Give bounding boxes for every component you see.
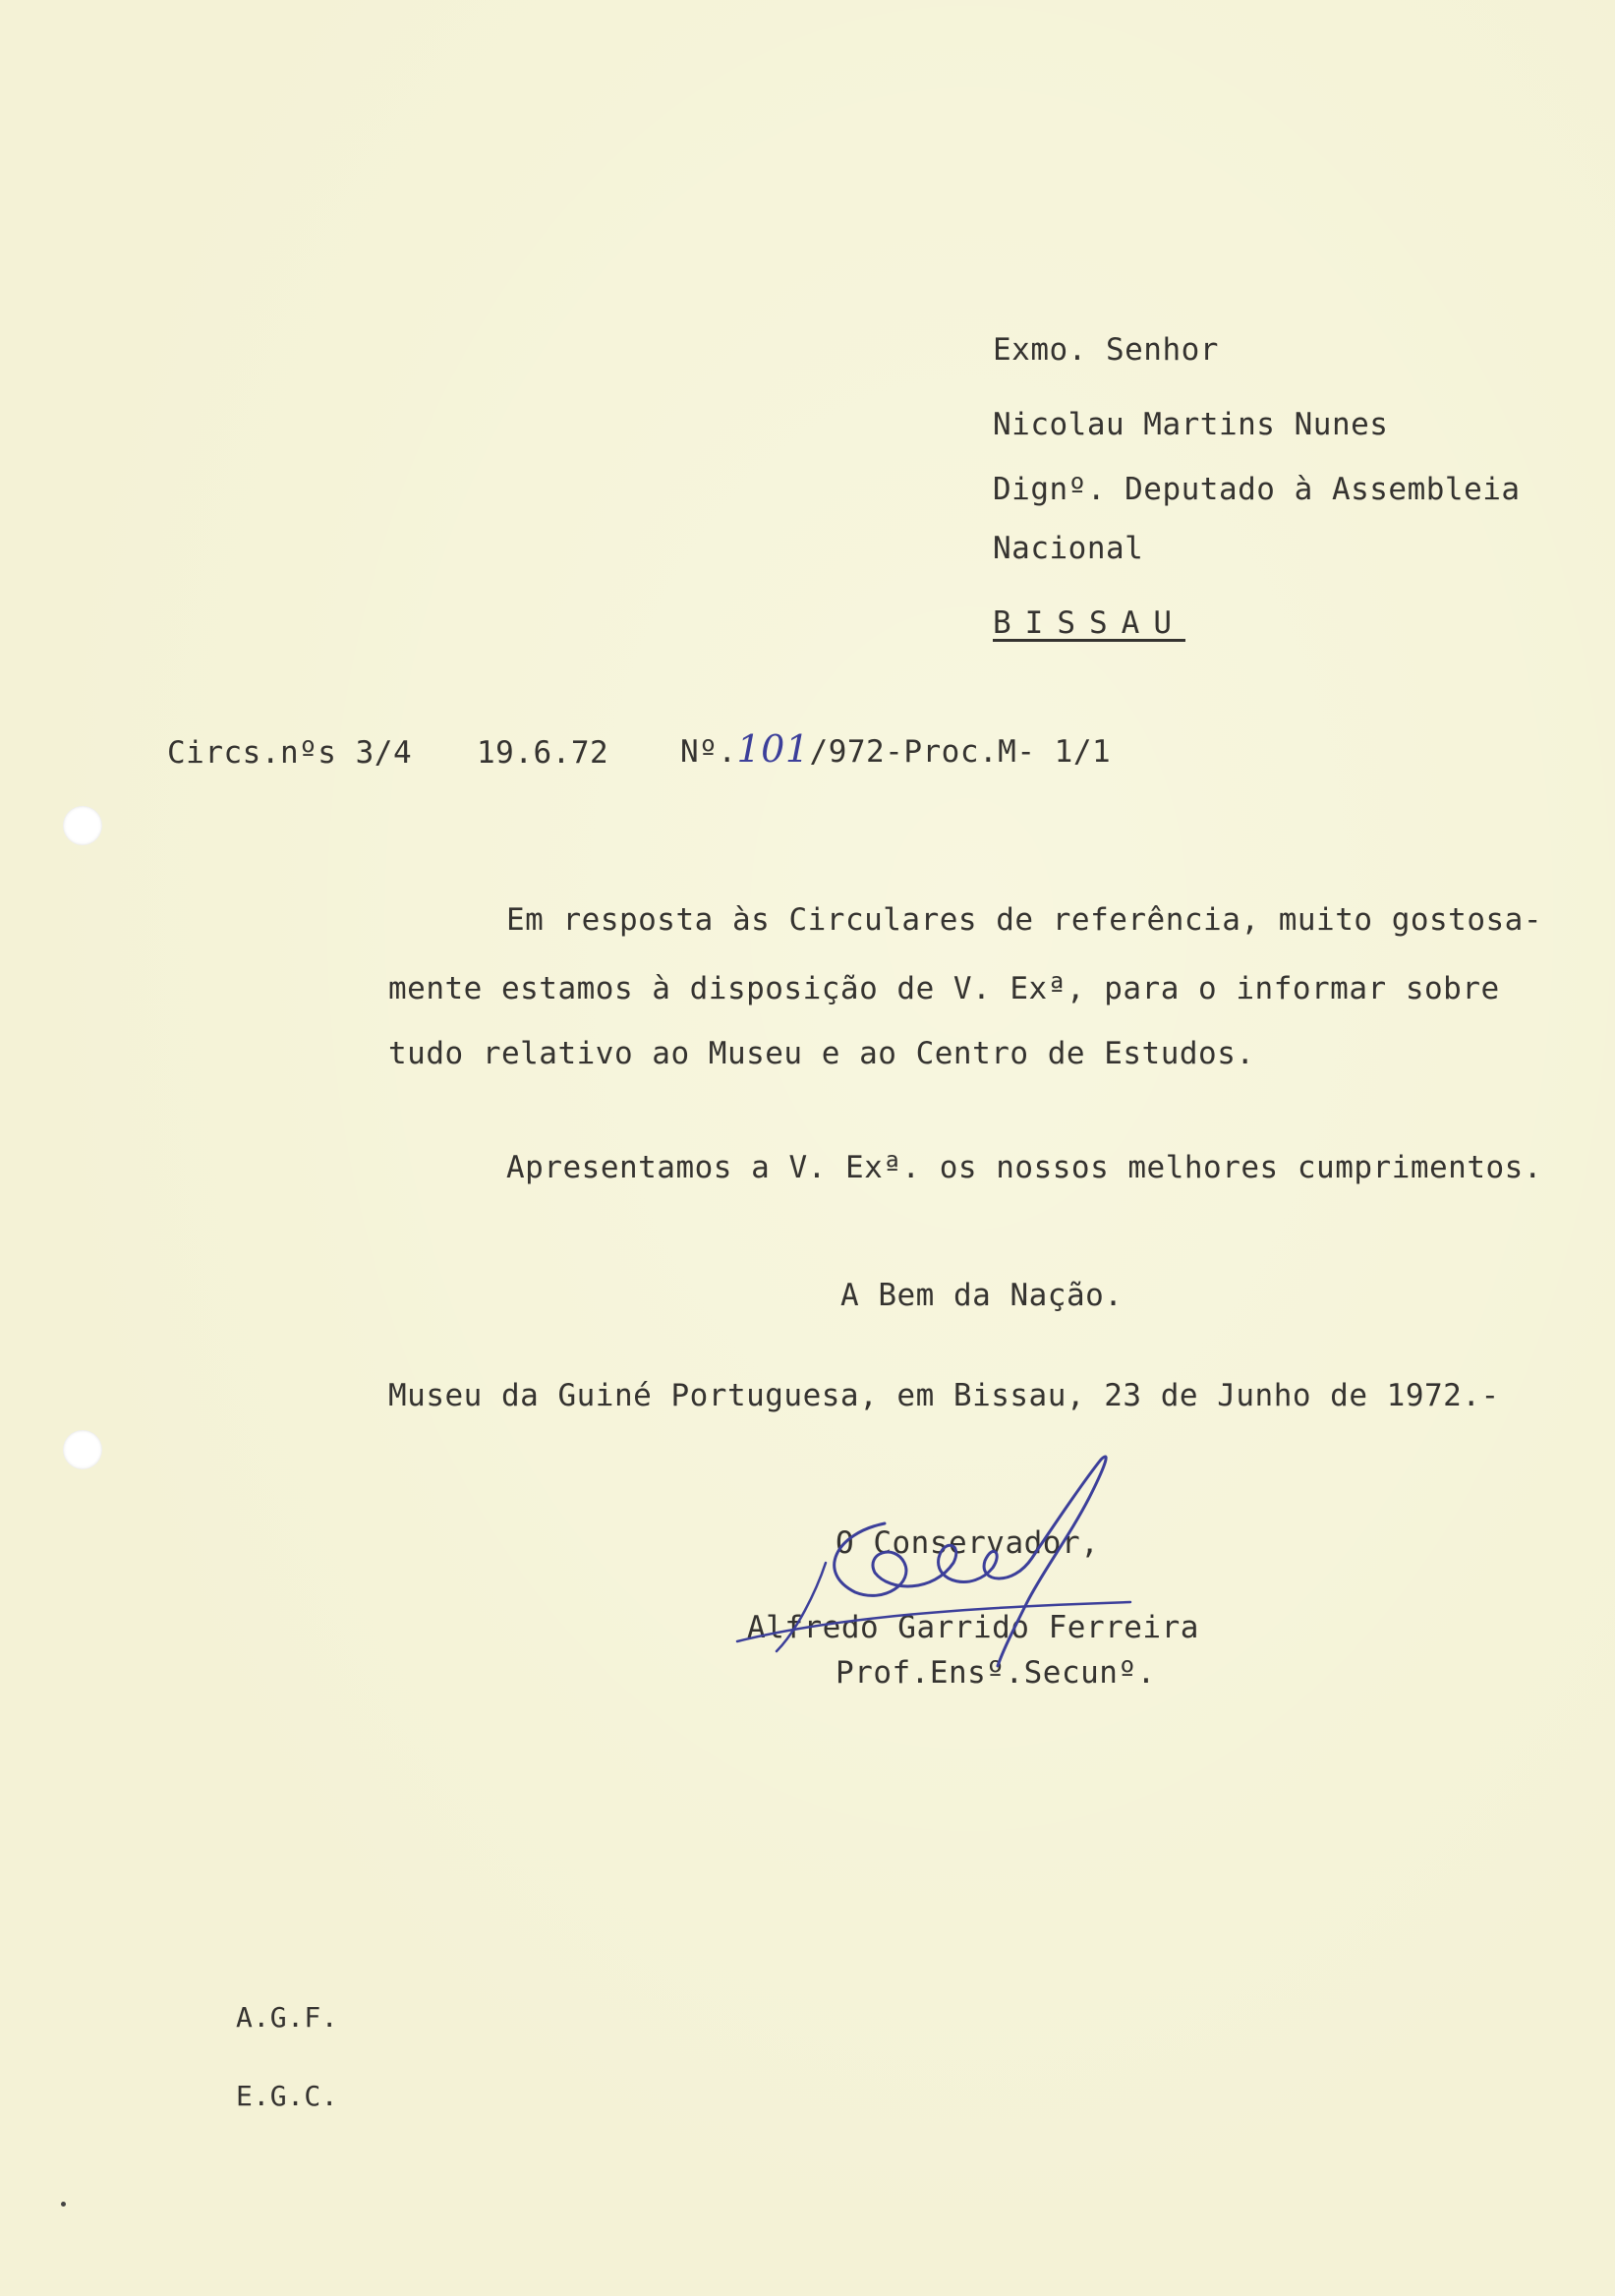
paper-speck (61, 2202, 66, 2207)
body-paragraph1-line2: mente estamos à disposição de V. Exª, para o informar sobre (388, 971, 1500, 1006)
place-and-date: Museu da Guiné Portuguesa, em Bissau, 23 de Junho de 1972.- (388, 1378, 1500, 1413)
punch-hole-top (63, 806, 102, 845)
initials-line2: E.G.C. (236, 2080, 339, 2112)
reference-circulars: Circs.nºs 3/4 (167, 735, 413, 771)
body-paragraph1-line1: Em resposta às Circulares de referência, muito gostosa- (506, 902, 1542, 938)
punch-hole-bottom (63, 1430, 102, 1469)
recipient-city: BISSAU (993, 605, 1185, 641)
recipient-salutation: Exmo. Senhor (993, 332, 1219, 368)
initials-line1: A.G.F. (236, 2001, 339, 2034)
reference-date: 19.6.72 (477, 735, 609, 771)
reference-number-prefix: Nº. (680, 734, 737, 770)
closing-formula: A Bem da Nação. (840, 1278, 1124, 1313)
signature-name: Alfredo Garrido Ferreira (747, 1610, 1199, 1645)
reference-number-suffix: /972-Proc.M- 1/1 (809, 734, 1112, 770)
reference-number-handwritten: 101 (736, 727, 810, 771)
handwritten-signature (718, 1445, 1229, 1671)
signature-credentials: Prof.Ensº.Secunº. (836, 1655, 1156, 1691)
recipient-title-line1: Dignº. Deputado à Assembleia (993, 472, 1521, 507)
reference-number (680, 727, 1111, 771)
recipient-title-line2: Nacional (993, 531, 1144, 566)
body-paragraph1-line3: tudo relativo ao Museu e ao Centro de Estudos. (388, 1036, 1255, 1071)
signature-role: O Conservador, (836, 1525, 1100, 1561)
body-paragraph2: Apresentamos a V. Exª. os nossos melhores cumprimentos. (506, 1150, 1542, 1185)
recipient-name: Nicolau Martins Nunes (993, 407, 1389, 442)
